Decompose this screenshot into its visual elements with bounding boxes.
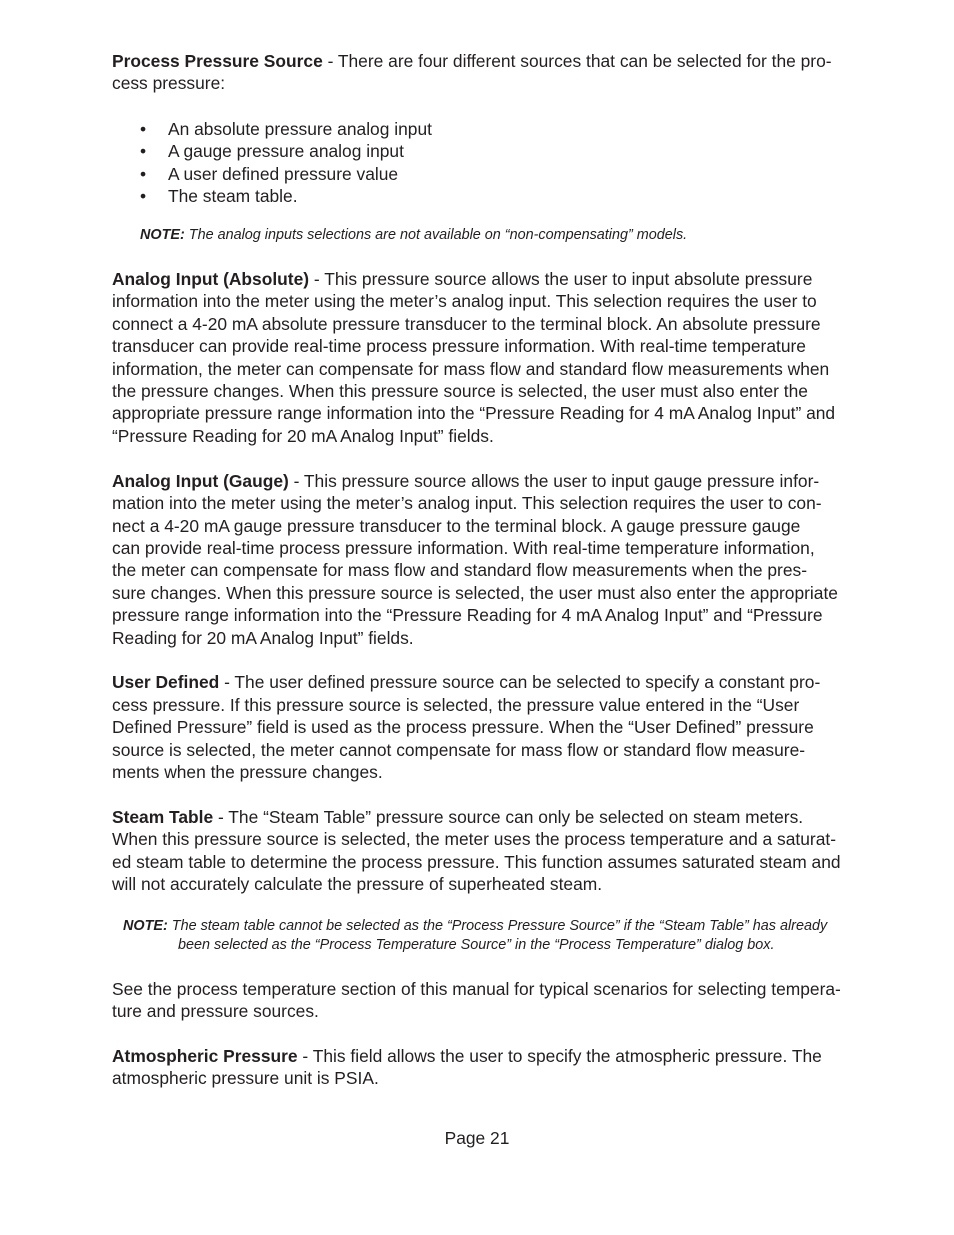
paragraph-line: source is selected, the meter cannot compensate for mass flow or standard flow measure- <box>112 739 806 760</box>
paragraph-line: sure changes. When this pressure source is selected, the user must also enter the appropriate <box>112 582 838 603</box>
atmospheric-pressure-paragraph <box>112 1045 898 1090</box>
paragraph-line: ture and pressure sources. <box>112 1001 319 1021</box>
bullet-marker: • <box>140 186 147 207</box>
paragraph-line: the meter can compensate for mass flow and standard flow measurements when the pres- <box>112 560 807 581</box>
paragraph-line <box>112 470 898 492</box>
user-defined-heading: User Defined <box>112 672 220 693</box>
list-item <box>112 140 898 162</box>
paragraph-line: atmospheric pressure unit is PSIA. <box>112 1068 379 1089</box>
note-line <box>123 917 898 937</box>
bullet-marker: • <box>140 163 147 184</box>
paragraph-line: information, the meter can compensate for mass flow and standard flow measurements when <box>112 358 830 379</box>
user-defined-paragraph <box>112 671 898 783</box>
note-steam-table <box>123 917 898 956</box>
paragraph-line <box>112 806 898 828</box>
paragraph-text: - The “Steam Table” pressure source can only be selected on steam meters. <box>213 806 804 827</box>
list-item-text: A gauge pressure analog input <box>168 141 404 162</box>
page-number: Page 21 <box>444 1128 510 1148</box>
note-line: been selected as the “Process Temperature Source” in the “Process Temperature” dialog box. <box>178 937 775 954</box>
paragraph-text: - There are four different sources that can be selected for the pro- <box>322 51 832 71</box>
bullet-marker: • <box>140 118 147 139</box>
paragraph-line: appropriate pressure range information into the “Pressure Reading for 4 mA Analog Input” and <box>112 403 836 424</box>
paragraph-line: information into the meter using the meter’s analog input. This selection requires the user to <box>112 291 817 312</box>
paragraph-line: See the process temperature section of this manual for typical scenarios for selecting tempera- <box>112 978 841 999</box>
list-item <box>112 185 898 207</box>
note-analog-inputs <box>140 226 898 246</box>
paragraph-line: can provide real-time process pressure information. With real-time temperature information, <box>112 537 815 558</box>
process-pressure-source-paragraph <box>112 50 898 95</box>
atmospheric-pressure-heading: Atmospheric Pressure <box>112 1045 298 1066</box>
paragraph-line: Reading for 20 mA Analog Input” fields. <box>112 627 414 648</box>
list-item <box>112 118 898 140</box>
paragraph-text: - This pressure source allows the user to input absolute pressure <box>309 268 813 289</box>
analog-absolute-paragraph <box>112 268 898 447</box>
paragraph-line: ed steam table to determine the process pressure. This function assumes saturated steam and <box>112 851 841 872</box>
paragraph-line: Defined Pressure” field is used as the process pressure. When the “User Defined” pressure <box>112 717 814 738</box>
paragraph-text: - The user defined pressure source can be selected to specify a constant pro- <box>219 672 821 693</box>
paragraph-line: pressure range information into the “Pressure Reading for 4 mA Analog Input” and “Pressure <box>112 605 823 626</box>
steam-table-paragraph <box>112 806 898 896</box>
paragraph-text: - This field allows the user to specify the atmospheric pressure. The <box>297 1045 822 1066</box>
bullet-marker: • <box>140 141 147 162</box>
paragraph-line: connect a 4-20 mA absolute pressure transducer to the terminal block. An absolute pressure <box>112 313 821 334</box>
paragraph-line: the pressure changes. When this pressure source is selected, the user must also enter the <box>112 380 808 401</box>
note-text: The analog inputs selections are not available on “non-compensating” models. <box>184 227 688 244</box>
pressure-source-list <box>112 118 898 208</box>
see-process-temperature-paragraph <box>112 978 898 1023</box>
paragraph-line <box>112 1045 898 1067</box>
analog-gauge-paragraph <box>112 470 898 649</box>
note-label: NOTE: <box>123 917 168 934</box>
paragraph-text: - This pressure source allows the user to input gauge pressure infor- <box>288 470 820 491</box>
analog-absolute-heading: Analog Input (Absolute) <box>112 268 310 289</box>
steam-table-heading: Steam Table <box>112 806 214 827</box>
list-item-text: The steam table. <box>168 186 298 207</box>
page-body <box>112 50 898 1090</box>
paragraph-line <box>112 50 898 72</box>
paragraph-line: transducer can provide real-time process pressure information. With real-time temperature <box>112 336 806 357</box>
list-item-text: An absolute pressure analog input <box>168 118 432 139</box>
paragraph-line <box>112 268 898 290</box>
paragraph-line: When this pressure source is selected, the meter uses the process temperature and a saturat- <box>112 829 836 850</box>
list-item <box>112 163 898 185</box>
paragraph-line: nect a 4-20 mA gauge pressure transducer to the terminal block. A gauge pressure gauge <box>112 515 801 536</box>
list-item-text: A user defined pressure value <box>168 163 399 184</box>
paragraph-line: cess pressure: <box>112 73 226 94</box>
note-label: NOTE: <box>140 227 185 244</box>
paragraph-line: cess pressure. If this pressure source is selected, the pressure value entered in the “User <box>112 694 800 715</box>
note-text: The steam table cannot be selected as the “Process Pressure Source” if the “Steam Table” has already <box>167 917 828 934</box>
paragraph-line: “Pressure Reading for 20 mA Analog Input” fields. <box>112 425 494 446</box>
paragraph-line: ments when the pressure changes. <box>112 762 383 783</box>
paragraph-line: mation into the meter using the meter’s analog input. This selection requires the user to con- <box>112 493 822 514</box>
paragraph-line: will not accurately calculate the pressure of superheated steam. <box>112 874 603 895</box>
process-pressure-source-heading: Process Pressure Source <box>112 51 323 71</box>
analog-gauge-heading: Analog Input (Gauge) <box>112 470 289 491</box>
paragraph-line <box>112 671 898 693</box>
